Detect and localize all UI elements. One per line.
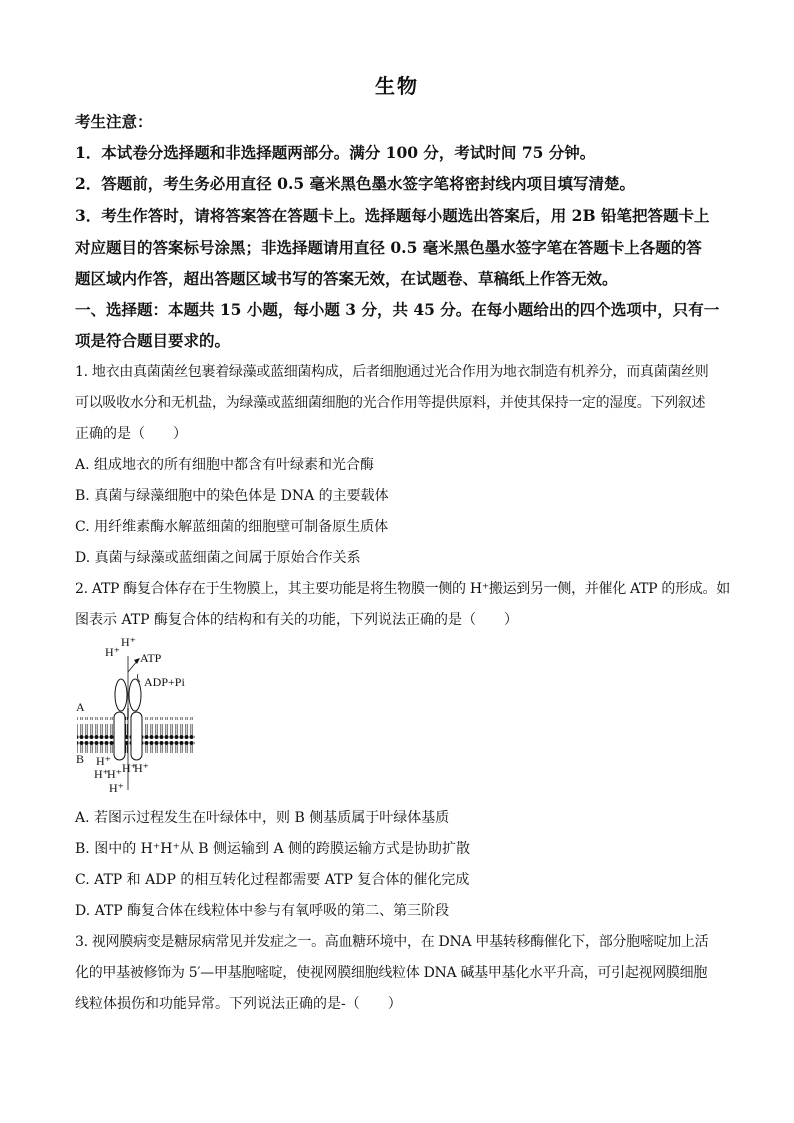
question-2-stem: 2. ATP 酶复合体存在于生物膜上，其主要功能是将生物膜一侧的 H⁺搬运到另一侧，并催化 ATP 的形成。如 <box>75 581 730 597</box>
question-1-option-d: D. 真菌与绿藻或蓝细菌之间属于原始合作关系 <box>75 550 361 566</box>
label-h: H⁺ <box>122 761 137 775</box>
notice-item: 2．答题前，考生务必用直径 0.5 毫米黑色墨水签字笔将密封线内项目填写清楚。 <box>75 174 636 193</box>
question-1-stem: 可以吸收水分和无机盐，为绿藻或蓝细菌细胞的光合作用等提供原料，并使其保持一定的湿度。下列叙述 <box>75 395 706 411</box>
notice-item: 对应题目的答案标号涂黑；非选择题请用直径 0.5 毫米黑色墨水签字笔在答题卡上各题的答 <box>75 238 702 257</box>
label-h: H⁺ <box>109 781 124 795</box>
question-1-stem: 正确的是（ ） <box>75 426 187 442</box>
label-h: H⁺ <box>94 767 109 781</box>
notice-item: 题区域内作答，超出答题区域书写的答案无效，在试题卷、草稿纸上作答无效。 <box>75 269 618 288</box>
question-3-stem: 3. 视网膜病变是糖尿病常见并发症之一。高血糖环境中，在 DNA 甲基转移酶催化下，部分胞嘧啶加上活 <box>75 934 709 950</box>
question-2-option-a: A. 若图示过程发生在叶绿体中，则 B 侧基质属于叶绿体基质 <box>75 810 450 826</box>
f0-channel <box>131 712 142 760</box>
f1-subunit <box>115 679 127 711</box>
question-3-stem: 化的甲基被修饰为 5′—甲基胞嘧啶，使视网膜细胞线粒体 DNA 碱基甲基化水平升高，可引起视网膜细胞 <box>75 965 708 981</box>
question-1-option-c: C. 用纤维素酶水解蓝细菌的细胞壁可制备原生质体 <box>75 519 389 535</box>
question-1-option-a: A. 组成地衣的所有细胞中都含有叶绿素和光合酶 <box>75 457 375 473</box>
label-h: H⁺ <box>134 761 149 775</box>
section-heading: 一、选择题：本题共 15 小题，每小题 3 分，共 45 分。在每小题给出的四个选项中，只有一 <box>75 300 720 319</box>
atp-synthase-diagram <box>74 632 204 800</box>
notice-heading: 考生注意： <box>75 112 153 131</box>
question-1-stem: 1. 地衣由真菌菌丝包裹着绿藻或蓝细菌构成，后者细胞通过光合作用为地衣制造有机养分，而真菌菌丝则 <box>75 364 709 380</box>
label-h: H⁺ <box>96 754 111 768</box>
section-heading: 项是符合题目要求的。 <box>75 331 231 350</box>
notice-item: 1．本试卷分选择题和非选择题两部分。满分 100 分，考试时间 75 分钟。 <box>75 143 596 162</box>
label-a: A <box>76 700 85 714</box>
label-adp-pi: ADP+Pi <box>144 675 185 689</box>
label-b: B <box>76 752 85 766</box>
f0-channel <box>114 712 125 760</box>
question-3-stem: 线粒体损伤和功能异常。下列说法正确的是-（ ） <box>75 996 402 1012</box>
page-title: 生物 <box>375 74 419 98</box>
f1-subunit <box>129 679 141 711</box>
label-h: H⁺ <box>121 635 136 649</box>
question-2-option-c: C. ATP 和 ADP 的相互转化过程都需要 ATP 复合体的催化完成 <box>75 872 470 888</box>
label-h: H⁺ <box>105 645 120 659</box>
notice-item: 3．考生作答时，请将答案答在答题卡上。选择题每小题选出答案后，用 2B 铅笔把答题卡上 <box>75 206 710 225</box>
label-h: H⁺ <box>107 767 122 781</box>
question-2-stem: 图表示 ATP 酶复合体的结构和有关的功能，下列说法正确的是（ ） <box>75 612 519 628</box>
question-2-option-b: B. 图中的 H⁺H⁺从 B 侧运输到 A 侧的跨膜运输方式是协助扩散 <box>75 841 471 857</box>
question-2-option-d: D. ATP 酶复合体在线粒体中参与有氧呼吸的第二、第三阶段 <box>75 903 450 919</box>
question-1-option-b: B. 真菌与绿藻细胞中的染色体是 DNA 的主要载体 <box>75 488 389 504</box>
label-atp: ATP <box>140 651 162 665</box>
